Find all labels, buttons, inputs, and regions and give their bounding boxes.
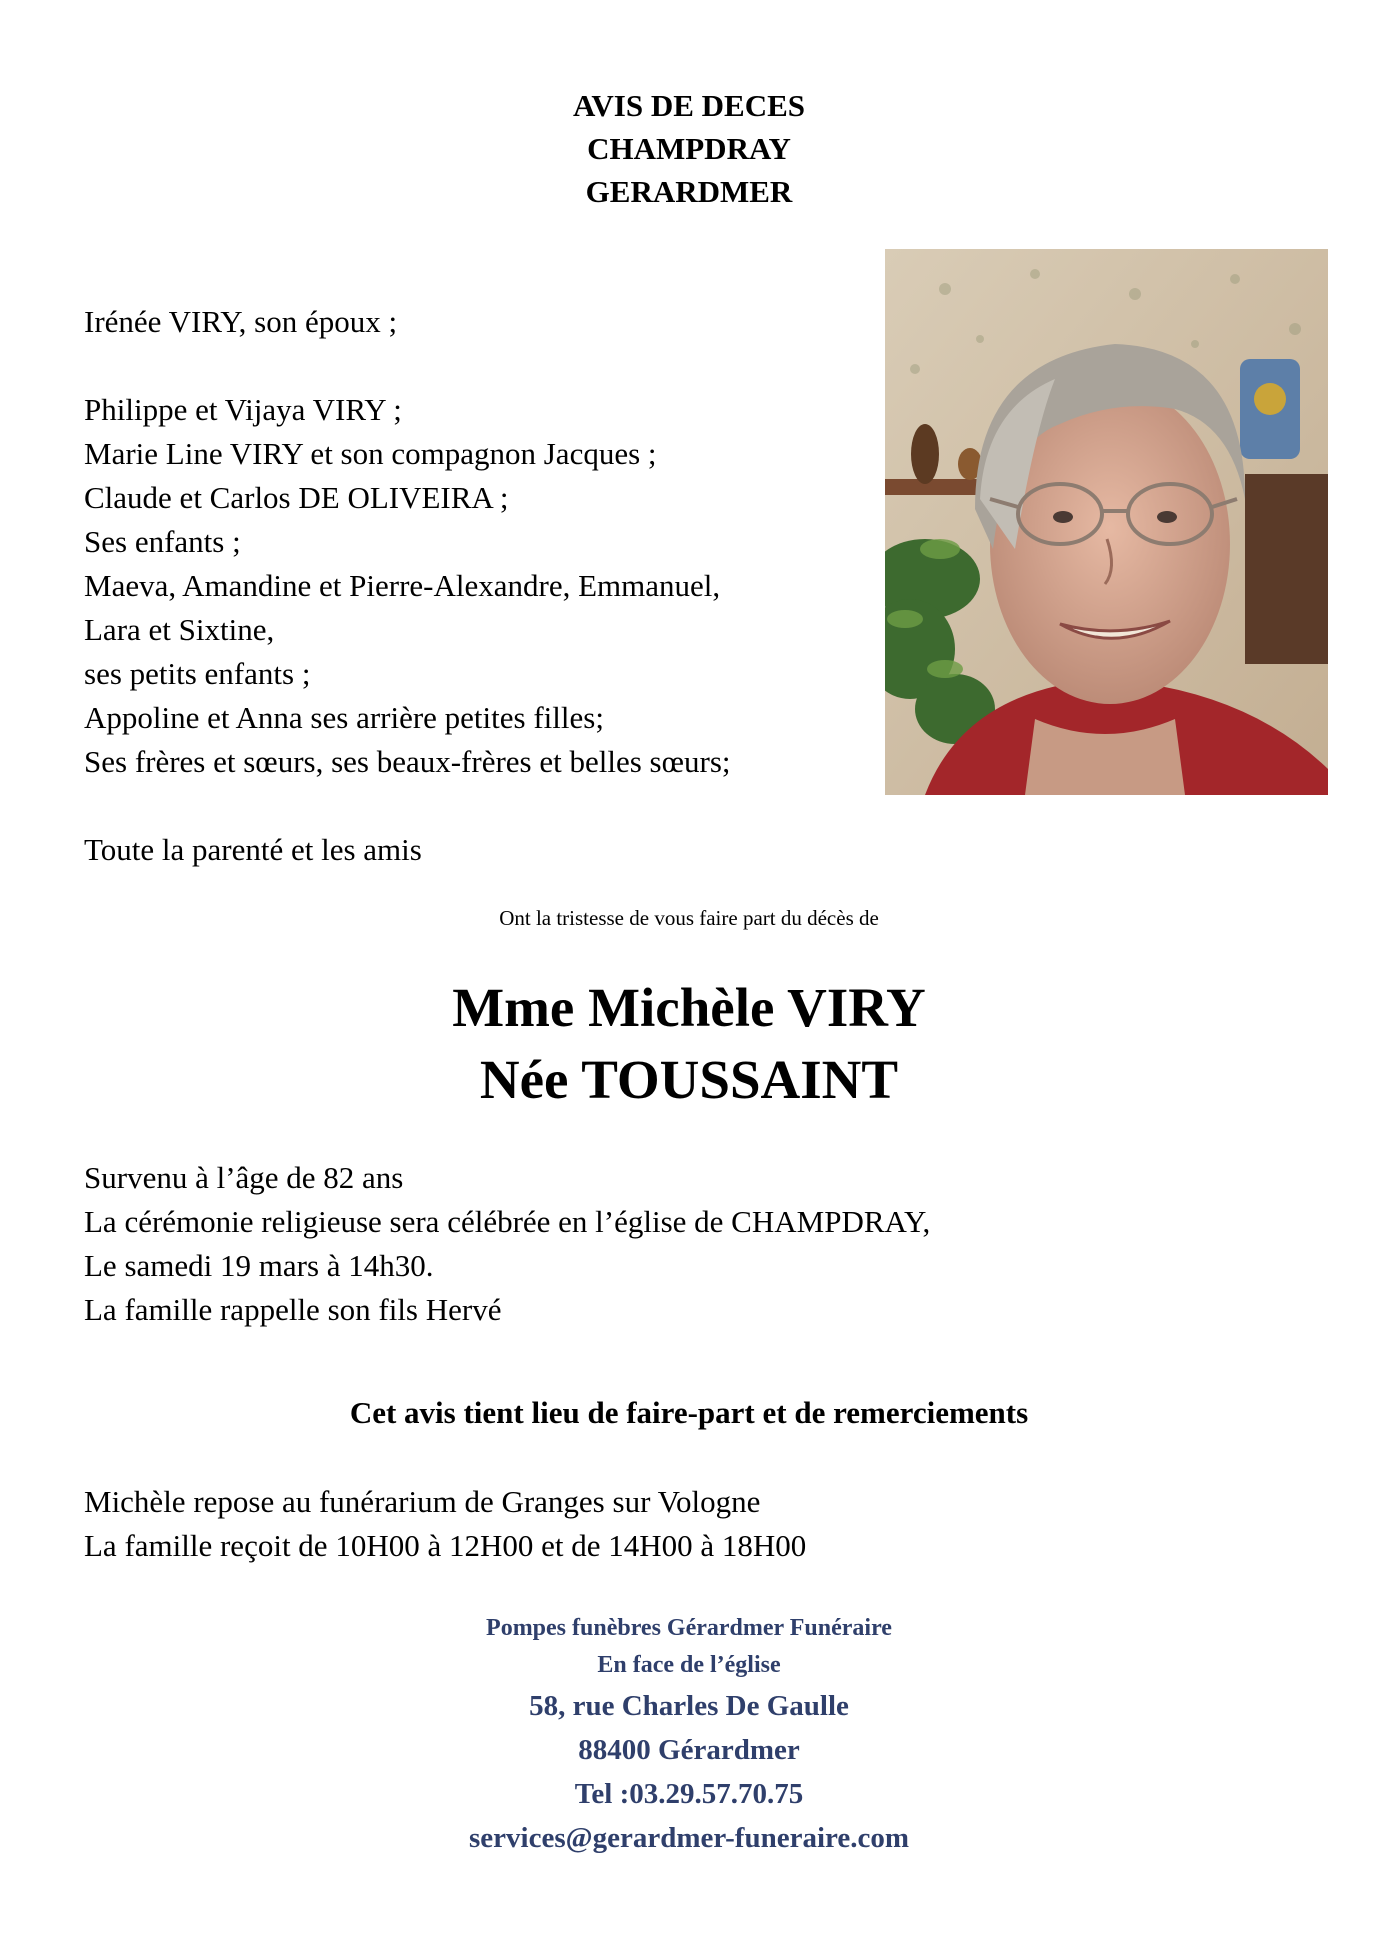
spacer (84, 784, 884, 828)
funeral-home-contact (0, 1610, 1378, 1860)
family-line: Ses frères et sœurs, ses beaux-frères et belles sœurs; (84, 744, 731, 779)
notice-statement: Cet avis tient lieu de faire-part et de remerciements (349, 1395, 1029, 1430)
family-line: Philippe et Vijaya VIRY ; (84, 392, 402, 427)
repose-info (84, 1480, 1284, 1568)
company-phone: Tel :03.29.57.70.75 (574, 1778, 804, 1810)
header-village: CHAMPDRAY (587, 131, 791, 166)
spacer (84, 344, 884, 388)
header-town: GERARDMER (585, 174, 793, 209)
family-line: Lara et Sixtine, (84, 612, 275, 647)
intro-text: Ont la tristesse de vous faire part du décès de (499, 906, 879, 930)
spouse-line: Irénée VIRY, son époux ; (84, 304, 398, 339)
detail-line: La famille rappelle son fils Hervé (84, 1292, 502, 1327)
detail-line: La cérémonie religieuse sera célébrée en l’église de CHAMPDRAY, (84, 1204, 931, 1239)
relatives-line: Toute la parenté et les amis (84, 832, 422, 867)
header-title: AVIS DE DECES (572, 88, 805, 123)
family-line: Maeva, Amandine et Pierre-Alexandre, Emmanuel, (84, 568, 721, 603)
company-email[interactable]: services@gerardmer-funeraire.com (468, 1822, 910, 1854)
repose-line: Michèle repose au funérarium de Granges sur Vologne (84, 1484, 761, 1519)
detail-line: Le samedi 19 mars à 14h30. (84, 1248, 434, 1283)
notice-header (0, 84, 1378, 213)
company-city: 88400 Gérardmer (578, 1734, 800, 1766)
portrait-photo (885, 249, 1328, 795)
company-name: Pompes funèbres Gérardmer Funéraire (486, 1615, 892, 1641)
company-street: 58, rue Charles De Gaulle (529, 1690, 849, 1722)
deceased-name: Mme Michèle VIRY (452, 977, 926, 1038)
family-line: Claude et Carlos DE OLIVEIRA ; (84, 480, 509, 515)
family-line: Appoline et Anna ses arrière petites filles; (84, 700, 604, 735)
company-location-note: En face de l’église (597, 1652, 781, 1678)
deceased-birth-name: Née TOUSSAINT (479, 1049, 899, 1110)
family-list (84, 300, 884, 872)
family-line: Marie Line VIRY et son compagnon Jacques ; (84, 436, 657, 471)
family-line: ses petits enfants ; (84, 656, 311, 691)
portrait-illustration (885, 249, 1328, 795)
deceased-name-block (0, 972, 1378, 1116)
ceremony-details (84, 1156, 1284, 1332)
detail-line: Survenu à l’âge de 82 ans (84, 1160, 404, 1195)
family-line: Ses enfants ; (84, 524, 241, 559)
repose-line: La famille reçoit de 10H00 à 12H00 et de 14H00 à 18H00 (84, 1528, 807, 1563)
